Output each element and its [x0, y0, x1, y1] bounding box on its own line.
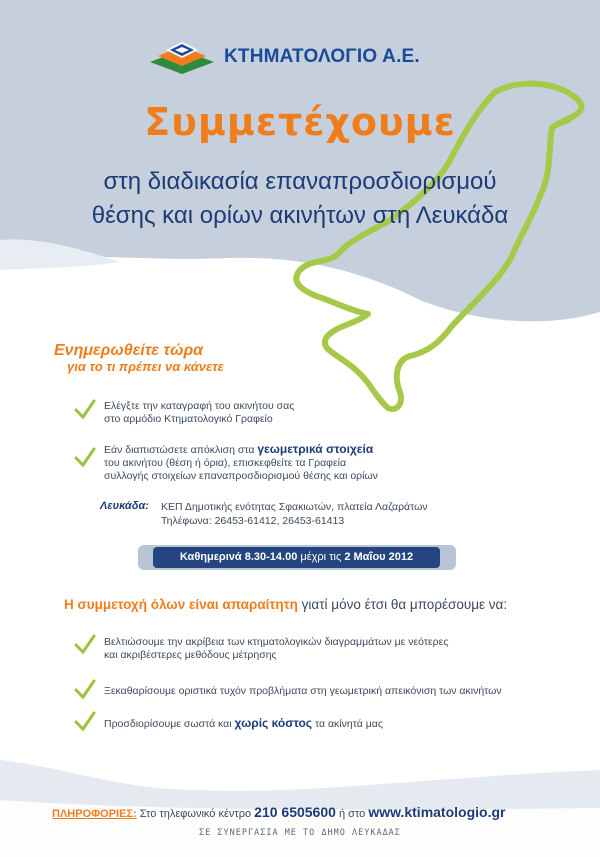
footer-partnership: ΣΕ ΣΥΝΕΡΓΑΣΙΑ ΜΕ ΤΟ ΔΗΜΟ ΛΕΥΚΑΔΑΣ [199, 828, 401, 838]
inform-heading: Ενημερωθείτε τώρα [54, 342, 204, 359]
participation-item-1: Βελτιώσουμε την ακρίβεια των κτηματολογικών διαγραμμάτων με νεότερες και ακριβέστερες μεθόδους μέτρησης [104, 636, 449, 661]
checkmark-icon [74, 678, 96, 700]
logo-text: ΚΤΗΜΑΤΟΛΟΓΙΟ Α.Ε. [224, 46, 420, 67]
participation-item-3: Προσδιορίσουμε σωστά και χωρίς κόστος τα ακίνητά μας [104, 716, 383, 730]
subtitle-line-2: θέσης και ορίων ακινήτων στη Λευκάδα [91, 202, 509, 229]
website-link[interactable]: www.ktimatologio.gr [368, 804, 506, 820]
ktimatologio-logo-icon [150, 36, 214, 78]
hours-banner: Καθημερινά 8.30-14.00 μέχρι τις 2 Μαΐου 2012 [153, 547, 440, 568]
inform-item-1: Ελέγξτε την καταγραφή του ακινήτου σας στο αρμόδιο Κτηματολογικό Γραφείο [104, 400, 295, 425]
office-label: Λευκάδα: [100, 500, 149, 512]
checkmark-icon [74, 633, 96, 655]
phone-number: 210 6505600 [254, 804, 336, 820]
info-line: ΠΛΗΡΟΦΟΡΙΕΣ: Στο τηλεφωνικό κέντρο 210 6505600 ή στο www.ktimatologio.gr [52, 804, 506, 820]
checkmark-icon [74, 398, 96, 420]
subtitle-line-1: στη διαδικασία επαναπροσδιορισμού [103, 168, 497, 195]
participation-heading: Η συμμετοχή όλων είναι απαραίτητη γιατί μόνο έτσι θα μπορέσουμε να: [64, 597, 508, 612]
checkmark-icon [74, 446, 96, 468]
participation-item-2: Ξεκαθαρίσουμε οριστικά τυχόν προβλήματα στη γεωμετρική απεικόνιση των ακινήτων [104, 685, 502, 697]
page-title: Συμμετέχουμε [144, 100, 456, 144]
office-details: ΚΕΠ Δημοτικής ενότητας Σφακιωτών, πλατεία Λαζαράτων Τηλέφωνα: 26453-61412, 26453-61413 [161, 501, 428, 527]
inform-item-2: Εάν διαπιστώσετε απόκλιση στα γεωμετρικά στοιχεία του ακινήτου (θέση ή όρια), επισκεφθείτε τα Γραφεία συλλογής στοιχείων επαναπροσδιορισμού θέσης και ορίων [104, 442, 378, 482]
checkmark-icon [74, 710, 96, 732]
inform-subheading: για το τι πρέπει να κάνετε [67, 359, 224, 374]
